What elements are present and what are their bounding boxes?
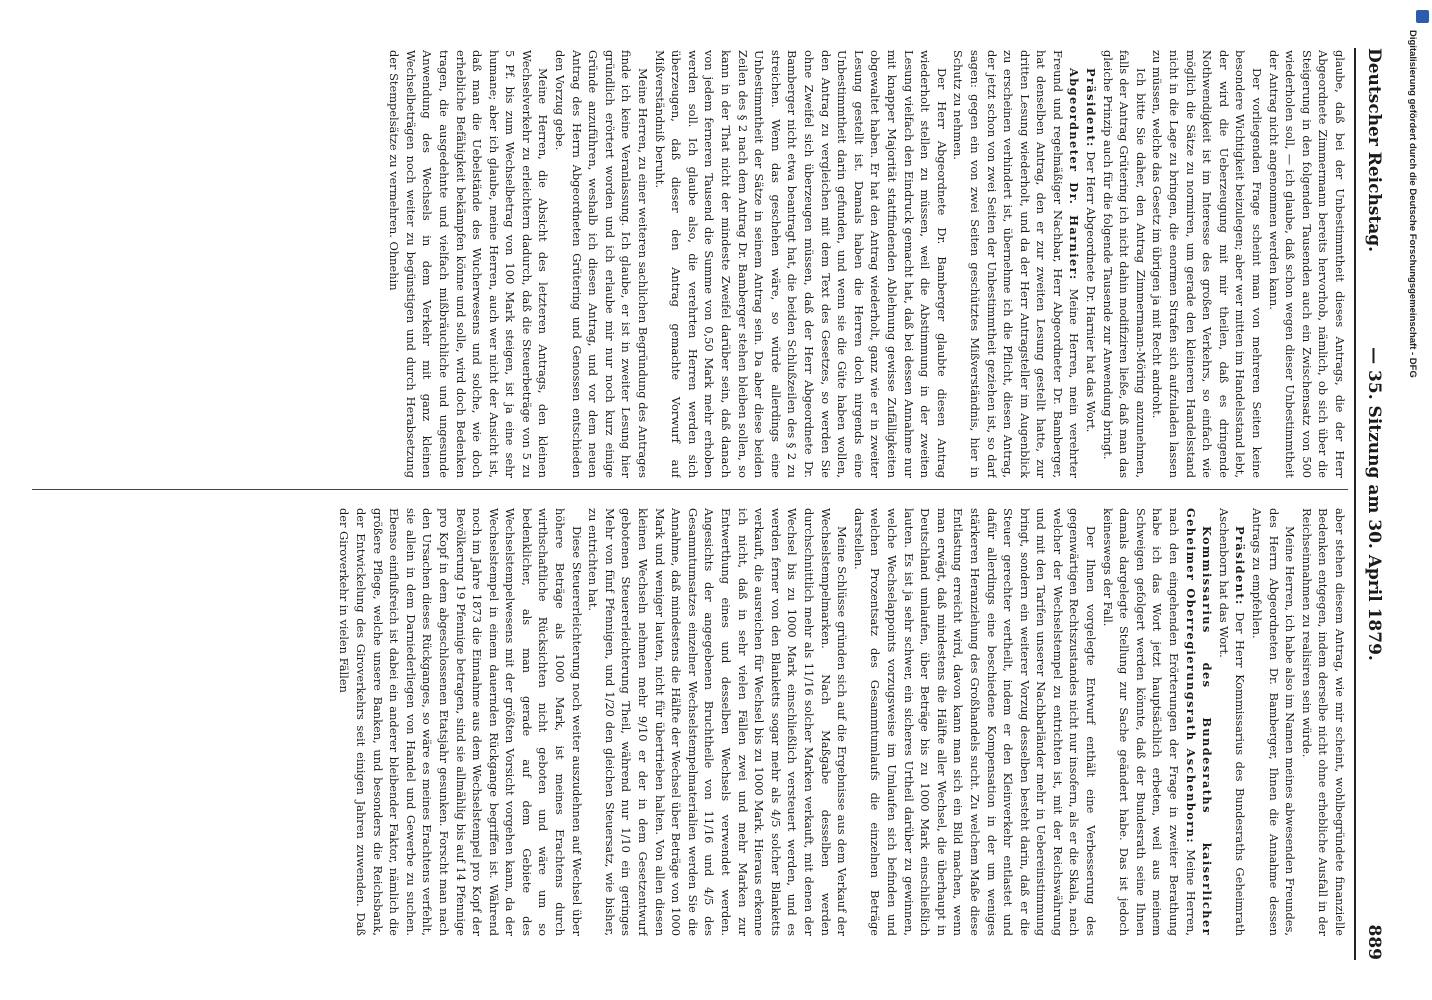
speaker-label: Abgeordneter Dr. Harnier:: [1067, 68, 1082, 281]
page-header: [1354, 48, 1390, 960]
digitization-credit: Digitalisierung gefördert durch die Deutsche Forschungsgemeinschaft - DFG: [1407, 30, 1418, 378]
paragraph: aber stehen diesem Antrag, wie mir scheint, wohlbegründete finanzielle Bedenken entgegen, indem derselbe nicht ohne erhebliche Ausfall in der Reichseinnahmen zu realisiren sein würde.: [1299, 508, 1347, 936]
session-date: — 35. Sitzung am 30. April 1879.: [1364, 347, 1384, 661]
column-divider: [32, 489, 1348, 490]
speaker-label: Präsident:: [1233, 526, 1248, 606]
speech-text: Meine Herren, nach den eingehenden Erörterungen der Frage in zweiter Berathung habe ich das Wort jetzt hauptsächlich erbeten, weil aus meinem Schweigen gefolgert werden könnte, daß der Bundesrath seine Ihnen damals dargelegte Stellung zur Sache geändert habe. Das ist jedoch keineswegs der Fall.: [1100, 508, 1198, 936]
speaker-label: Kommissarius des Bundesraths kaiserlicher Geheimer Oberregierungsrath Aschenborn:: [1183, 508, 1215, 936]
paragraph: [1083, 50, 1100, 478]
paragraph: Meine Herren, ich habe also im Namen meines abwesenden Freundes, des Herrn Abgeordneten Dr. Bamberger, Ihnen die Annahme dessen Antrags zu empfehlen.: [1250, 508, 1298, 936]
speech-text: Der Herr Kommissarius des Bundesraths Geheimrath Aschenborn hat das Wort.: [1216, 508, 1248, 936]
speaker-label: Präsident:: [1084, 68, 1099, 148]
speech-text: Meine Herren, mein verehrter Freund und regelmäßiger Nachbar, Herr Abgeordneter Dr. Bamberger, hat denselben Antrag, den er zur zweiten Lesung gestellt hatte, zur dritten Lesung wiederholt, und da der Herr Antragsteller im Augenblick zu erscheinen verhindert ist, übernehme ich die Pflicht, diesen Antrag, der jetzt schon von zwei Seiten der Unbestimmtheit geziehen ist, so darf sagen: gegen ein von zwei Seiten geschütztes Mißverständnis, hier in Schutz zu nehmen.: [951, 50, 1082, 478]
dfg-logo-icon: [1416, 10, 1429, 23]
paragraph: Meine Herren, zu einer weiteren sachlichen Begründung des Antrages finde ich keine Veranlassung. Ich glaube, er ist in zweiter Lesung hier gründlich erörtert worden und ich erlaube mir nur noch kurz einige Gründe anzuführen, weshalb ich diesen Antrag, und vor dem neuen Antrag des Herrn Abgeordneten Grütering und Genossen entschieden den Vorzug gebe.: [553, 50, 651, 478]
paragraph: [1099, 508, 1215, 936]
paragraph: [950, 50, 1083, 478]
paragraph: Meine Schlüsse gründen sich auf die Ergebnisse aus dem Verkauf der Wechselstempelmarken. Nach Maßgabe desselben werden durchschnittlich mehr als 11/16 solcher Marken verkauft, mit denen der Wechsel bis zu 1000 Mark einschließlich versteuert werden, und es werden ferner von den Blanketts sogar mehr als 4/5 solcher Blanketts verkauft, die ausreichen für Wechsel bis zu 1000 Mark. Hieraus erkenne ich nicht, daß in sehr vielen Fällen zwei und mehr Marken zur Entwerthung eines und desselben Wechsels verwendet werden. Angesichts der angegebenen Bruchtheile von 11/16 und 4/5 des Gesammtumsatzes einzelner Wechselstempelmaterialien werden Sie die Annahme, daß mindestens die Hälfte der Wechsel über Beträge von 1000 Mark und weniger lauten, nicht für übertrieben halten. Von allen diesen kleinen Wechseln nehmen mehr 9/10 er der in dem Gesetzentwurf gebotenen Steuererleichterung Theil, während nur 1/10 ein geringes Mehr von fünf Pfennigen, und 1/20 den gleichen Steuersatz, wie bisher, zu entrichten hat.: [586, 508, 850, 936]
right-column: [32, 508, 1348, 936]
paragraph: Der vorliegenden Frage scheint man von mehreren Seiten keine besondere Wichtigkeit beizulegen; aber wer mitten im Handelsstand lebt, der wird die Ueberzeugung mit mir theilen, daß es dringende Nothwendigkeit ist im Interesse des großen Verkehrs, so einfach wie möglich die Sätze zu normiren, um gerade den kleineren Handelsstand nicht in die Lage zu bringen, die enormen Strafen sich aufzuladen lassen zu müssen, welche das Gesetz im übrigen ja mit Recht androht.: [1150, 50, 1265, 478]
journal-title: Deutscher Reichstag.: [1364, 48, 1384, 253]
left-column: [32, 50, 1348, 478]
paragraph: glaube, daß bei der Unbestimmtheit dieses Antrags, die der Herr Abgeordnete Zimmermann bereits hervorhob, nämlich, ob sich über die Steigerung in den folgenden Tausenden auch ein Zwischensatz von 500 wiederholen soll, — ich glaube, daß schon wegen dieser Unbestimmtheit der Antrag nicht angenommen werden kann.: [1266, 50, 1347, 478]
page-number: 889: [1364, 924, 1384, 960]
paragraph: [1215, 508, 1248, 936]
paragraph: Der Herr Abgeordnete Dr. Bamberger glaubte diesen Antrag wiederholt stellen zu müssen, weil die Abstimmung in der zweiten Lesung vielfach den Eindruck gemacht hat, daß bei dessen Annahme nur mit knapper Majorität stattfindenden Ablehnung gewisse Zufälligkeiten obgewaltet haben. Er hat den Antrag wiederholt, ganz wie er in zweiter Lesung gestellt ist. Damals haben die Herren doch nirgends eine Unbestimmtheit darin gefunden, und wenn sie die Güte haben wollen, den Antrag zu vergleichen mit dem Text des Gesetzes, so werden Sie ohne Zweifel sich überzeugen müssen, daß der Herr Abgeordnete Dr. Bamberger nicht etwa beantragt hat, die beiden Schlußzeilen des § 2 zu streichen. Wenn das geschehen wäre, so würde allerdings eine Unbestimmtheit der Sätze in seinem Antrag sein. Da aber diese beiden Zeilen des § 2 nach dem Antrag Dr. Bamberger stehen bleiben sollen, so kann in der That nicht der mindeste Zweifel darüber sein, daß danach von jedem ferneren Tausend die Summe von 0,50 Mark mehr erhoben werden soll. Ich glaube also, die verehrten Herren werden sich überzeugen, daß dieser den Antrag gemachte Vorwurf auf Mißverständniß beruht.: [652, 50, 949, 478]
paragraph: Der Ihnen vorgelegte Entwurf enthält eine Verbesserung des gegenwärtigen Rechtszustandes nicht nur insofern, als er die Skala, nach welcher der Wechselstempel zu entrichten ist, mit der Reichswährung und mit den Tarifen unserer Nachbarländer mehr in Uebereinstimmung bringt, sondern ein weiterer Vorzug desselben besteht darin, daß er die Steuer gerechter vertheilt, indem er den Kleinverkehr entlastet und dafür allerdings eine beschiedene Kompensation in der um weniges stärkeren Heranziehung des Großhandels sucht. Zu welchem Maße diese Entlastung erreicht wird, davon kann man sich ein Bild machen, wenn man erwägt, daß mindestens die Hälfte aller Wechsel, die überhaupt in Deutschland umlaufen, über Beträge bis zu 1000 Mark einschließlich lauten. Es ist ja sehr schwer, ein sicheres Urtheil darüber zu gewinnen, welche Wechselappoints vorzugsweise im Umlaufen sich befinden und welchen Prozentsatz des Gesammtumlaufs die einzelnen Beträge darstellen.: [851, 508, 1099, 936]
paragraph: Meine Herren, die Absicht des letzteren Antrags, den kleinen Wechselverkehr zu erleichtern dadurch, daß die Steuerbeträge von 5 zu 5 Pf. bis zum Wechselbetrag von 100 Mark steigen, ist ja eine sehr humane; aber ich glaube, meine Herren, auch wer nicht der Ansicht ist, daß man die Uebelstände des Wucherwesens und solche, wie doch erhebliche Befähigkeit bekämpfen könne und solle, wird doch Bedenken tragen, die ausgedehnte und vielfach mißbräuchliche und ungesunde Anwendung des Wechsels in dem Verkehr mit ganz kleinen Wechselbeträgen noch weiter zu begünstigen und durch Herabsetzung der Stempelsätze zu vermehren. Ohnehin: [387, 50, 551, 478]
paragraph: Diese Steuererleichterung noch weiter auszudehnen auf Wechsel über höhere Beträge als 1000 Mark, ist meines Erachtens durch wirthschaftliche Rücksichten nicht geboten und wäre um so bedenklicher, als man gerade auf dem Gebiete des Wechselstempelwesens mit der größten Vorsicht vorgehen kann, da der Wechselstempel in einem dauernden Rückgange begriffen ist. Während noch im Jahre 1873 die Einnahme aus dem Wechselstempel pro Kopf der Bevölkerung 19 Pfennige betragen, sind sie allmählig bis auf 14 Pfennige pro Kopf in dem abgeschlossenen Etatsjahr gesunken. Forscht man nach den Ursachen dieses Rückganges, so wäre es meines Erachtens verfehlt, sie allein in dem Darniederliegen von Handel und Gewerbe zu suchen. Ebenso einflußreich ist dabei ein anderer bleibender Faktor, nämlich die größere Pflege, welche unsere Banken, und besonders die Reichsbank, der Entwickelung des Giroverkehrs seit einigen Jahren zuwenden. Daß der Giroverkehr in vielen Fällen: [337, 508, 584, 936]
paragraph: Ich bitte Sie daher, den Antrag Zimmermann-Möring anzunehmen, falls der Antrag Grütering ich nicht dahin modifiziren ließe, daß man das gleiche Prinzip auch für die folgende Tausende zur Anwendung bringt.: [1100, 50, 1148, 478]
speech-text: Der Herr Abgeordnete Dr. Harnier hat das Wort.: [1084, 151, 1099, 433]
document-page: [2, 0, 1412, 1000]
